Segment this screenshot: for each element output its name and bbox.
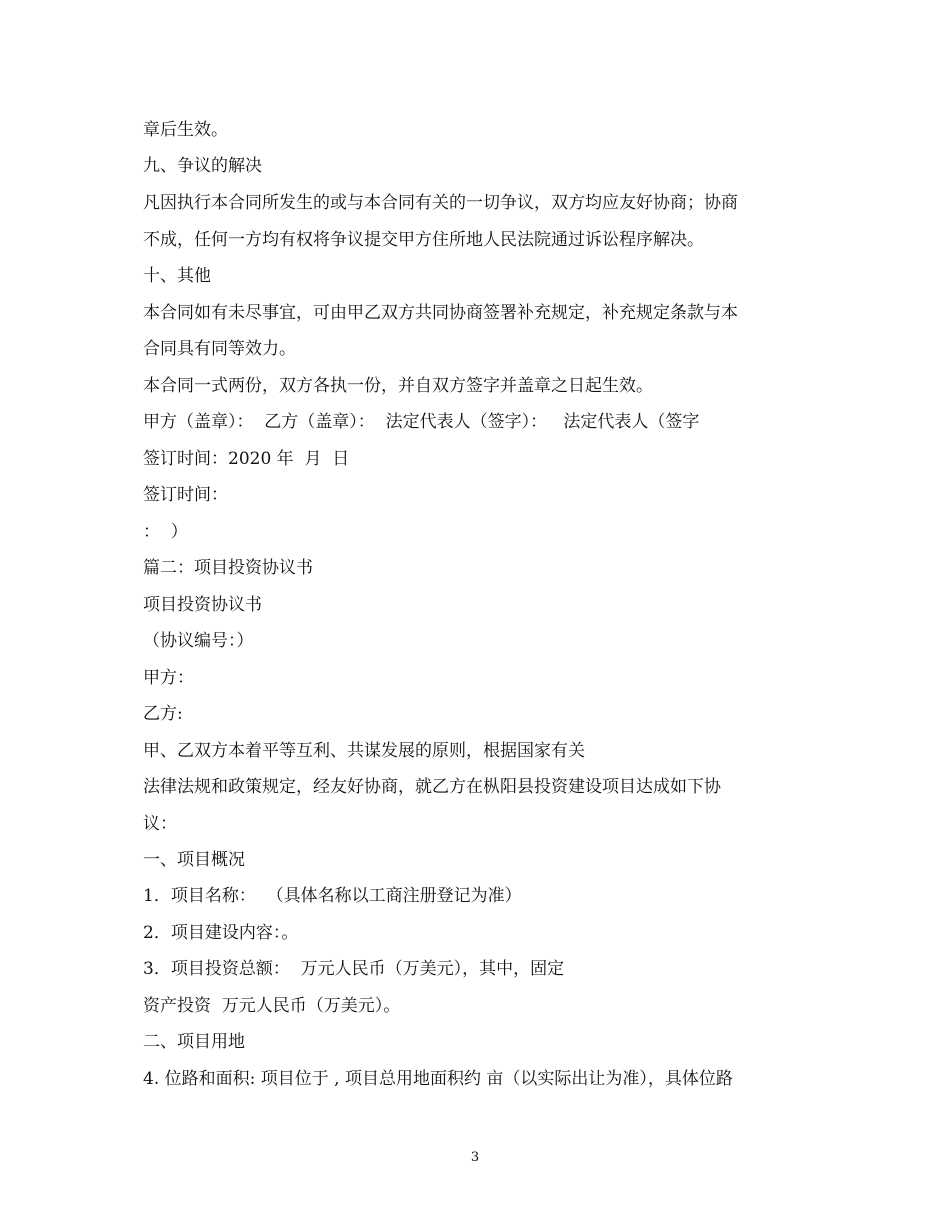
list-item: 3．项目投资总额： 万元人民币（万美元），其中，固定: [143, 959, 565, 979]
page-number: 3: [470, 1150, 480, 1165]
text-line: 甲、乙双方本着平等互利、共谋发展的原则，根据国家有关: [143, 741, 585, 761]
signature-line: 甲方（盖章）： 乙方（盖章）： 法定代表人（签字）： 法定代表人（签字: [143, 412, 700, 432]
text-line: 合同具有同等效力。: [143, 339, 296, 359]
text-line: ： ）: [143, 522, 188, 542]
section-heading: 十、其他: [143, 266, 211, 286]
text-line: 章后生效。: [143, 120, 228, 140]
list-item: 2．项目建设内容：。: [143, 923, 299, 943]
text-line: 凡因执行本合同所发生的或与本合同有关的一切争议，双方均应友好协商；协商: [143, 193, 738, 213]
text-line: 本合同一式两份，双方各执一份，并自双方签字并盖章之日起生效。: [143, 376, 653, 396]
party-b: 乙方:: [143, 704, 183, 724]
text-line: 法律法规和政策规定，经友好协商，就乙方在枞阳县投资建设项目达成如下协: [143, 777, 721, 797]
text-line: 不成，任何一方均有权将争议提交甲方住所地人民法院通过诉讼程序解决。: [143, 230, 704, 250]
party-a: 甲方：: [143, 668, 194, 688]
text-line: 本合同如有未尽事宜，可由甲乙双方共同协商签署补充规定，补充规定条款与本: [143, 303, 738, 323]
section-heading: 九、争议的解决: [143, 156, 262, 176]
list-item: 1．项目名称： （具体名称以工商注册登记为准）: [143, 886, 522, 906]
section-heading: 一、项目概况: [143, 850, 245, 870]
signing-date: 签订时间：: [143, 485, 228, 505]
text-line: 资产投资 万元人民币（万美元）。: [143, 996, 401, 1016]
agreement-number: （协议编号：）: [143, 631, 254, 651]
signing-date: 签订时间：2020 年 月 日: [143, 449, 350, 469]
section-heading: 二、项目用地: [143, 1032, 245, 1052]
list-item: 4. 位路和面积: 项目位于 , 项目总用地面积约 亩（以实际出让为准），具体位路: [143, 1069, 733, 1089]
agreement-title: 项目投资协议书: [143, 595, 262, 615]
text-line: 议：: [143, 814, 177, 834]
article-title: 篇二：项目投资协议书: [143, 558, 313, 578]
